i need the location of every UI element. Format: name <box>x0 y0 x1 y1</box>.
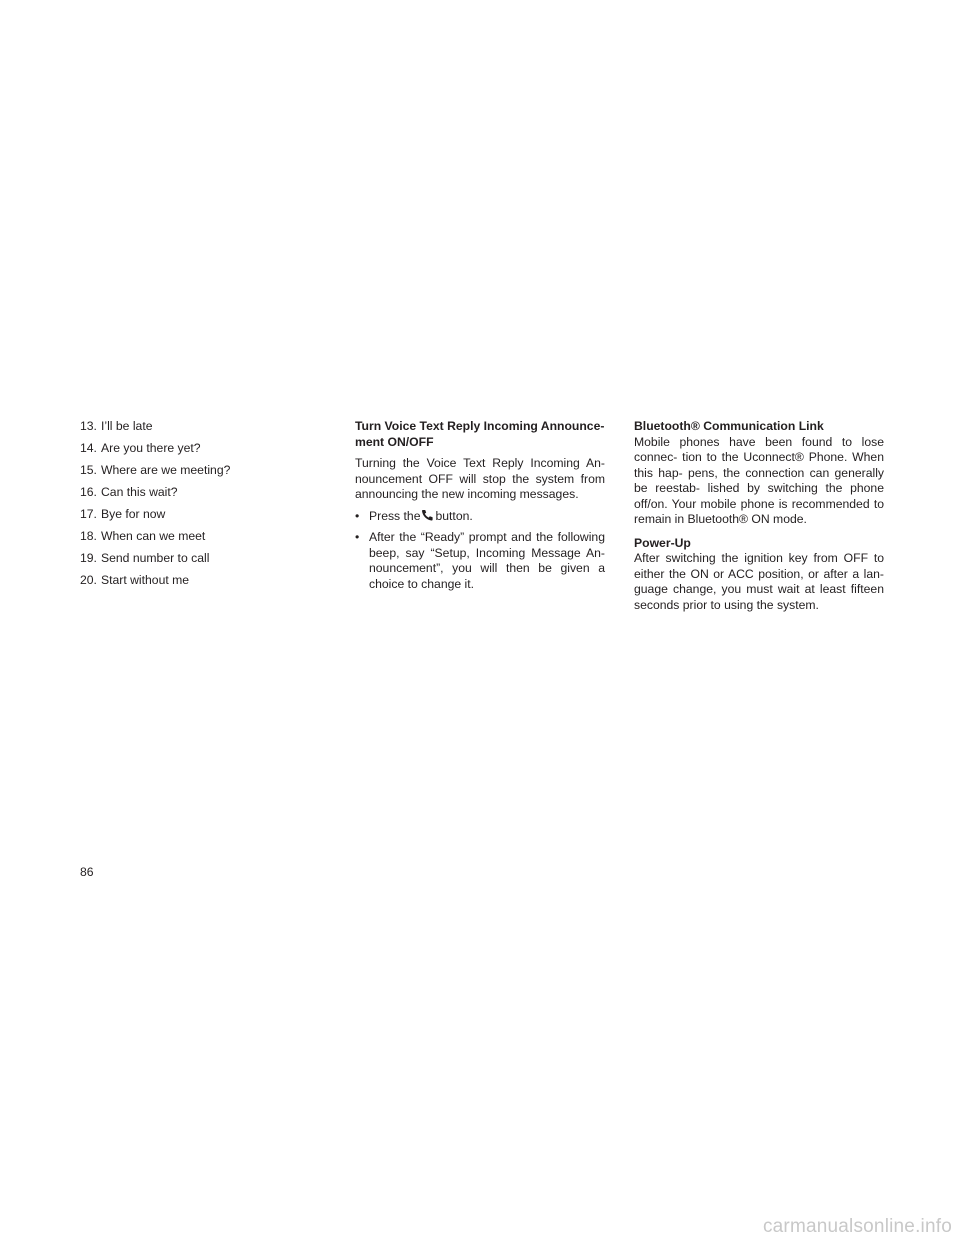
reply-list <box>80 419 330 589</box>
list-item-number: 17. <box>80 507 97 521</box>
list-item-text: Bye for now <box>101 507 166 521</box>
bullet-text: After the “Ready” prompt and the following beep, say “Setup, Incoming Message An- nouncement”, you will then be given a choice to change it. <box>369 530 605 591</box>
list-item <box>80 507 330 523</box>
list-item-number: 18. <box>80 529 97 543</box>
list-item-number: 16. <box>80 485 97 499</box>
list-item-text: Are you there yet? <box>101 441 201 455</box>
list-item <box>355 530 605 592</box>
list-item-number: 19. <box>80 551 97 565</box>
list-item-text: I’ll be late <box>101 419 153 433</box>
list-item <box>80 551 330 567</box>
list-item <box>355 509 605 525</box>
list-item-number: 13. <box>80 419 97 433</box>
phone-icon <box>421 509 434 521</box>
list-item-text: Send number to call <box>101 551 210 565</box>
list-item <box>80 463 330 479</box>
bluetooth-column <box>634 419 884 613</box>
watermark: carmanualsonline.info <box>762 1216 952 1237</box>
section-body: Turning the Voice Text Reply Incoming An- nouncement OFF will stop the system from announcing the new incoming messages. <box>355 456 605 501</box>
list-item-number: 15. <box>80 463 97 477</box>
list-item-text: Start without me <box>101 573 190 587</box>
list-item <box>80 441 330 457</box>
section-heading: Bluetooth® Communication Link <box>634 419 824 433</box>
bullet-icon: • <box>355 530 360 544</box>
list-item-text: Where are we meeting? <box>101 463 231 477</box>
bullet-list <box>355 509 605 593</box>
bullet-text: button. <box>435 508 473 523</box>
section-body: Mobile phones have been found to lose connec- tion to the Uconnect® Phone. When this hap- pens, the connection can generally be reestab- lished by switching the phone off/on. Your mobile phone is recommended to remain in Bluetooth® ON mode. <box>634 434 884 526</box>
section-body: After switching the ignition key from OFF to either the ON or ACC position, or after a lan- guage change, you must wait at least fifteen seconds prior to using the system. <box>634 551 884 612</box>
list-item <box>80 529 330 545</box>
list-item-text: When can we meet <box>101 529 206 543</box>
list-item-number: 14. <box>80 441 97 455</box>
section-heading: Power-Up <box>634 535 691 550</box>
section-heading: Turn Voice Text Reply Incoming Announce- ment ON/OFF <box>355 419 605 449</box>
list-item-number: 20. <box>80 573 97 587</box>
list-item <box>80 485 330 501</box>
list-item <box>80 419 330 435</box>
list-item-text: Can this wait? <box>101 485 178 499</box>
page-number: 86 <box>80 865 94 879</box>
reply-list-column <box>80 419 330 595</box>
list-item <box>80 573 330 589</box>
bullet-icon: • <box>355 508 360 523</box>
bullet-text: Press the <box>369 508 421 523</box>
announcement-column <box>355 419 605 598</box>
